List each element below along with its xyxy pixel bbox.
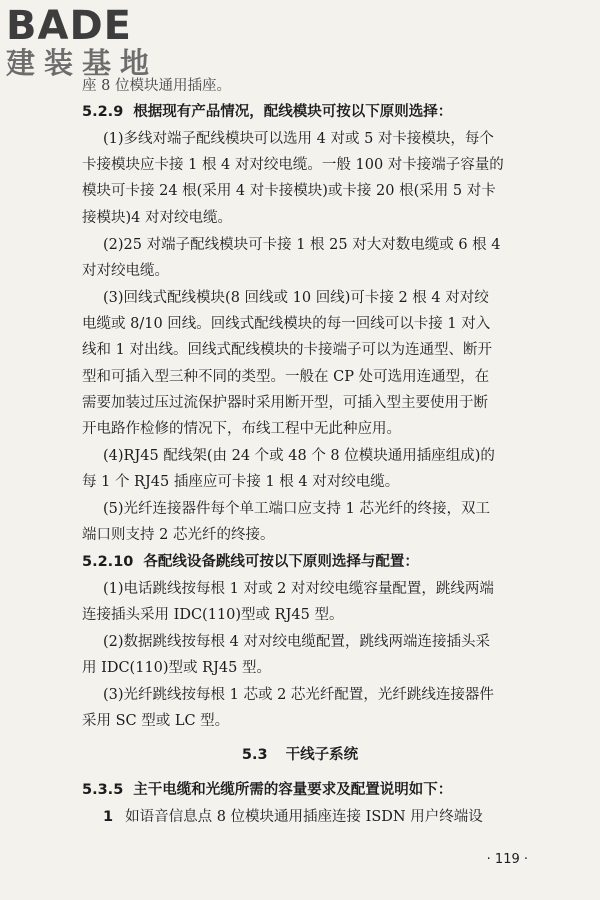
text-line: 每 1 个 RJ45 插座应可卡接 1 根 4 对对绞电缆。 [82, 474, 400, 490]
text-line: 电缆或 8/10 回线。回线式配线模块的每一回线可以卡接 1 对入 [82, 316, 491, 332]
subsection-title-5-3 [0, 743, 600, 764]
text-line: 座 8 位模块通用插座。 [82, 78, 231, 94]
text-line: 用 IDC(110)型或 RJ45 型。 [82, 660, 271, 676]
list-item-text: 如语音信息点 8 位模块通用插座连接 ISDN 用户终端设 [125, 809, 483, 825]
watermark-brand-sub: 建装基地 [6, 46, 159, 80]
text-line: (3)光纤跳线按每根 1 芯或 2 芯光纤配置，光纤跳线连接器件 [103, 687, 494, 703]
text-line: (3)回线式配线模块(8 回线或 10 回线)可卡接 2 根 4 对对绞 [103, 290, 489, 306]
text-line: 模块可卡接 24 根(采用 4 对卡接模块)或卡接 20 根(采用 5 对卡 [82, 183, 496, 199]
text-line: 需要加装过压过流保护器时采用断开型，可插入型主要使用于断 [82, 395, 488, 411]
text-line: (2)25 对端子配线模块可卡接 1 根 25 对大对数电缆或 6 根 4 [103, 237, 501, 253]
watermark-brand: BADE [6, 3, 132, 49]
text-line: 采用 SC 型或 LC 型。 [82, 713, 230, 729]
subsection-title: 干线子系统 [285, 747, 359, 763]
page-number: · 119 · [486, 852, 528, 867]
section-text: 各配线设备跳线可按以下原则选择与配置： [143, 553, 419, 570]
text-line: (1)电话跳线按每根 1 对或 2 对对绞电缆容量配置，跳线两端 [103, 581, 494, 597]
text-line: 型和可插入型三种不同的类型。一般在 CP 处可选用连通型，在 [82, 369, 490, 385]
section-text: 主干电缆和光缆所需的容量要求及配置说明如下： [133, 781, 453, 798]
text-line: 端口则支持 2 芯光纤的终接。 [82, 527, 275, 543]
section-heading-5-3-5 [82, 778, 452, 799]
site-watermark [6, 4, 158, 80]
section-number: 5.2.9 [82, 104, 124, 120]
section-number: 5.3.5 [82, 782, 124, 798]
text-line: 连接插头采用 IDC(110)型或 RJ45 型。 [82, 607, 344, 623]
section-text: 根据现有产品情况，配线模块可按以下原则选择： [133, 103, 453, 120]
section-heading-5-2-10 [82, 550, 419, 571]
subsection-number: 5.3 [241, 747, 268, 763]
section-heading-5-2-9 [82, 100, 452, 121]
text-line: (4)RJ45 配线架(由 24 个或 48 个 8 位模块通用插座组成)的 [103, 448, 495, 464]
text-line: 卡接模块应卡接 1 根 4 对对绞电缆。一般 100 对卡接端子容量的 [82, 157, 504, 173]
list-item-number: 1 [103, 809, 114, 825]
section-number: 5.2.10 [82, 554, 134, 570]
text-line: 接模块)4 对对绞电缆。 [82, 210, 232, 226]
text-line: 开电路作检修的情况下，布线工程中无此种应用。 [82, 421, 401, 437]
text-line: 线和 1 对出线。回线式配线模块的卡接端子可以为连通型、断开 [82, 342, 492, 358]
text-line: (1)多线对端子配线模块可以选用 4 对或 5 对卡接模块，每个 [103, 131, 494, 147]
text-line: (2)数据跳线按每根 4 对对绞电缆配置，跳线两端连接插头采 [103, 634, 490, 650]
text-line: 对对绞电缆。 [82, 263, 169, 279]
text-line: (5)光纤连接器件每个单工端口应支持 1 芯光纤的终接，双工 [103, 501, 490, 517]
list-item-1 [103, 805, 483, 826]
